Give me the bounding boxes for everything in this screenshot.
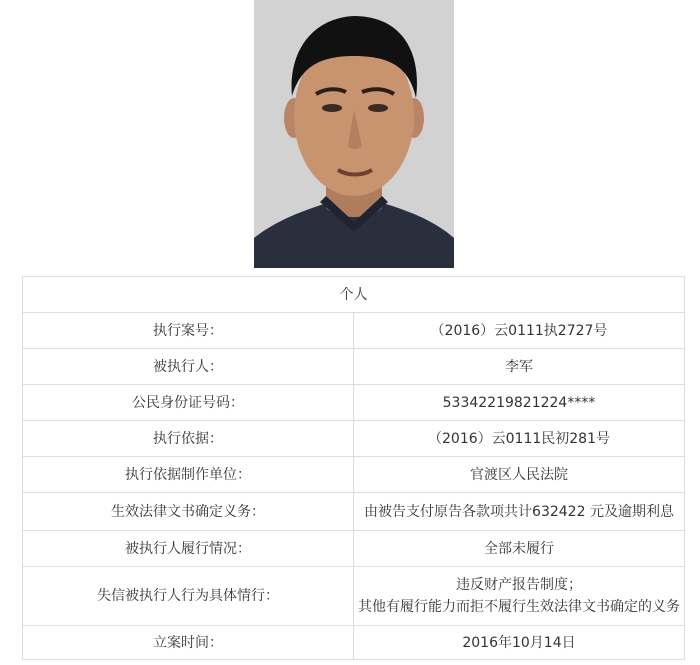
table-row <box>23 385 685 421</box>
debtor-info-table <box>22 276 685 660</box>
dishonest-behavior-line: 违反财产报告制度； <box>456 577 582 593</box>
performance-status-value: 全部未履行 <box>354 531 685 567</box>
execution-basis-label: 执行依据： <box>23 421 354 457</box>
table-row <box>23 567 685 626</box>
id-number-value: 53342219821224**** <box>354 385 685 421</box>
debtor-name-value: 李军 <box>354 349 685 385</box>
performance-status-label: 被执行人履行情况： <box>23 531 354 567</box>
dishonest-behavior-value <box>354 567 685 626</box>
portrait-image <box>254 0 454 268</box>
person-photo <box>254 0 454 268</box>
table-row <box>23 626 685 660</box>
filing-date-value: 2016年10月14日 <box>354 626 685 660</box>
table-row <box>23 421 685 457</box>
issuing-court-label: 执行依据制作单位： <box>23 457 354 493</box>
execution-basis-value: （2016）云0111民初281号 <box>354 421 685 457</box>
obligation-label: 生效法律文书确定义务： <box>23 493 354 531</box>
case-number-value: （2016）云0111执2727号 <box>354 313 685 349</box>
table-row <box>23 457 685 493</box>
dishonest-behavior-label: 失信被执行人行为具体情行： <box>23 567 354 626</box>
obligation-value: 由被告支付原告各款项共计632422 元及逾期利息 <box>354 493 685 531</box>
id-number-label: 公民身份证号码： <box>23 385 354 421</box>
table-row <box>23 349 685 385</box>
table-row <box>23 313 685 349</box>
issuing-court-value: 官渡区人民法院 <box>354 457 685 493</box>
case-number-label: 执行案号： <box>23 313 354 349</box>
dishonest-behavior-line: 其他有履行能力而拒不履行生效法律文书确定的义务 <box>358 599 680 615</box>
table-row <box>23 493 685 531</box>
filing-date-label: 立案时间： <box>23 626 354 660</box>
table-row <box>23 531 685 567</box>
section-title: 个人 <box>23 277 685 313</box>
debtor-name-label: 被执行人： <box>23 349 354 385</box>
